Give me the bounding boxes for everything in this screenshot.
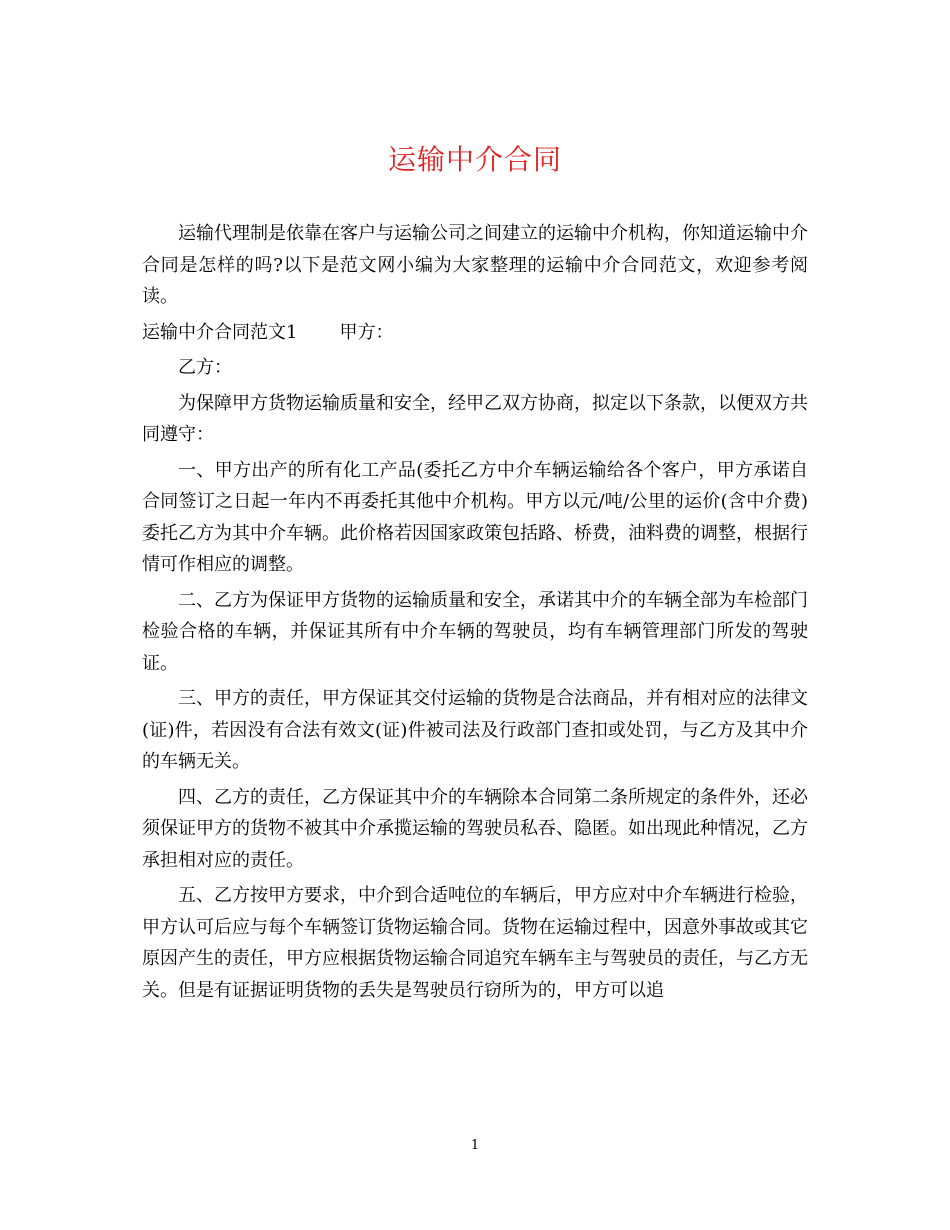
clause-4: 四、乙方的责任，乙方保证其中介的车辆除本合同第二条所规定的条件外，还必须保证甲方的货物不被其中介承揽运输的驾驶员私吞、隐匿。如出现此种情况，乙方承担相对应的责任。 bbox=[142, 786, 808, 871]
document-body bbox=[142, 218, 808, 1010]
clause-2: 二、乙方为保证甲方货物的运输质量和安全，承诺其中介的车辆全部为车检部门检验合格的车辆，并保证其所有中介车辆的驾驶员，均有车辆管理部门所发的驾驶证。 bbox=[142, 589, 808, 674]
party-a-label: 甲方： bbox=[339, 321, 394, 343]
clause-1: 一、甲方出产的所有化工产品(委托乙方中介车辆运输给各个客户，甲方承诺自合同签订之日起一年内不再委托其他中介机构。甲方以元/吨/公里的运价(含中介费)委托乙方为其中介车辆。此价格若因国家政策包括路、桥费，油料费的调整，根据行情可作相应的调整。 bbox=[142, 459, 808, 575]
clause-3: 三、甲方的责任，甲方保证其交付运输的货物是合法商品，并有相对应的法律文(证)件，若因没有合法有效文(证)件被司法及行政部门查扣或处罚，与乙方及其中介的车辆无关。 bbox=[142, 688, 808, 772]
page-number: 1 bbox=[470, 1138, 480, 1153]
party-b-label: 乙方： bbox=[178, 357, 232, 378]
document-title: 运输中介合同 bbox=[387, 143, 562, 176]
clause-5: 五、乙方按甲方要求，中介到合适吨位的车辆后，甲方应对中介车辆进行检验，甲方认可后应与每个车辆签订货物运输合同。货物在运输过程中，因意外事故或其它原因产生的责任，甲方应根据货物运输合同追究车辆车主与驾驶员的责任，与乙方无关。但是有证据证明货物的丢失是驾驶员行窃所为的，甲方可以追 bbox=[142, 885, 808, 1001]
preamble-paragraph: 为保障甲方货物运输质量和安全，经甲乙双方协商，拟定以下条款，以便双方共同遵守： bbox=[142, 392, 808, 445]
sample-heading: 运输中介合同范文1 bbox=[142, 321, 298, 343]
sample-heading-line bbox=[142, 317, 808, 349]
intro-paragraph: 运输代理制是依靠在客户与运输公司之间建立的运输中介机构，你知道运输中介合同是怎样的吗?以下是范文网小编为大家整理的运输中介合同范文，欢迎参考阅读。 bbox=[142, 223, 808, 307]
